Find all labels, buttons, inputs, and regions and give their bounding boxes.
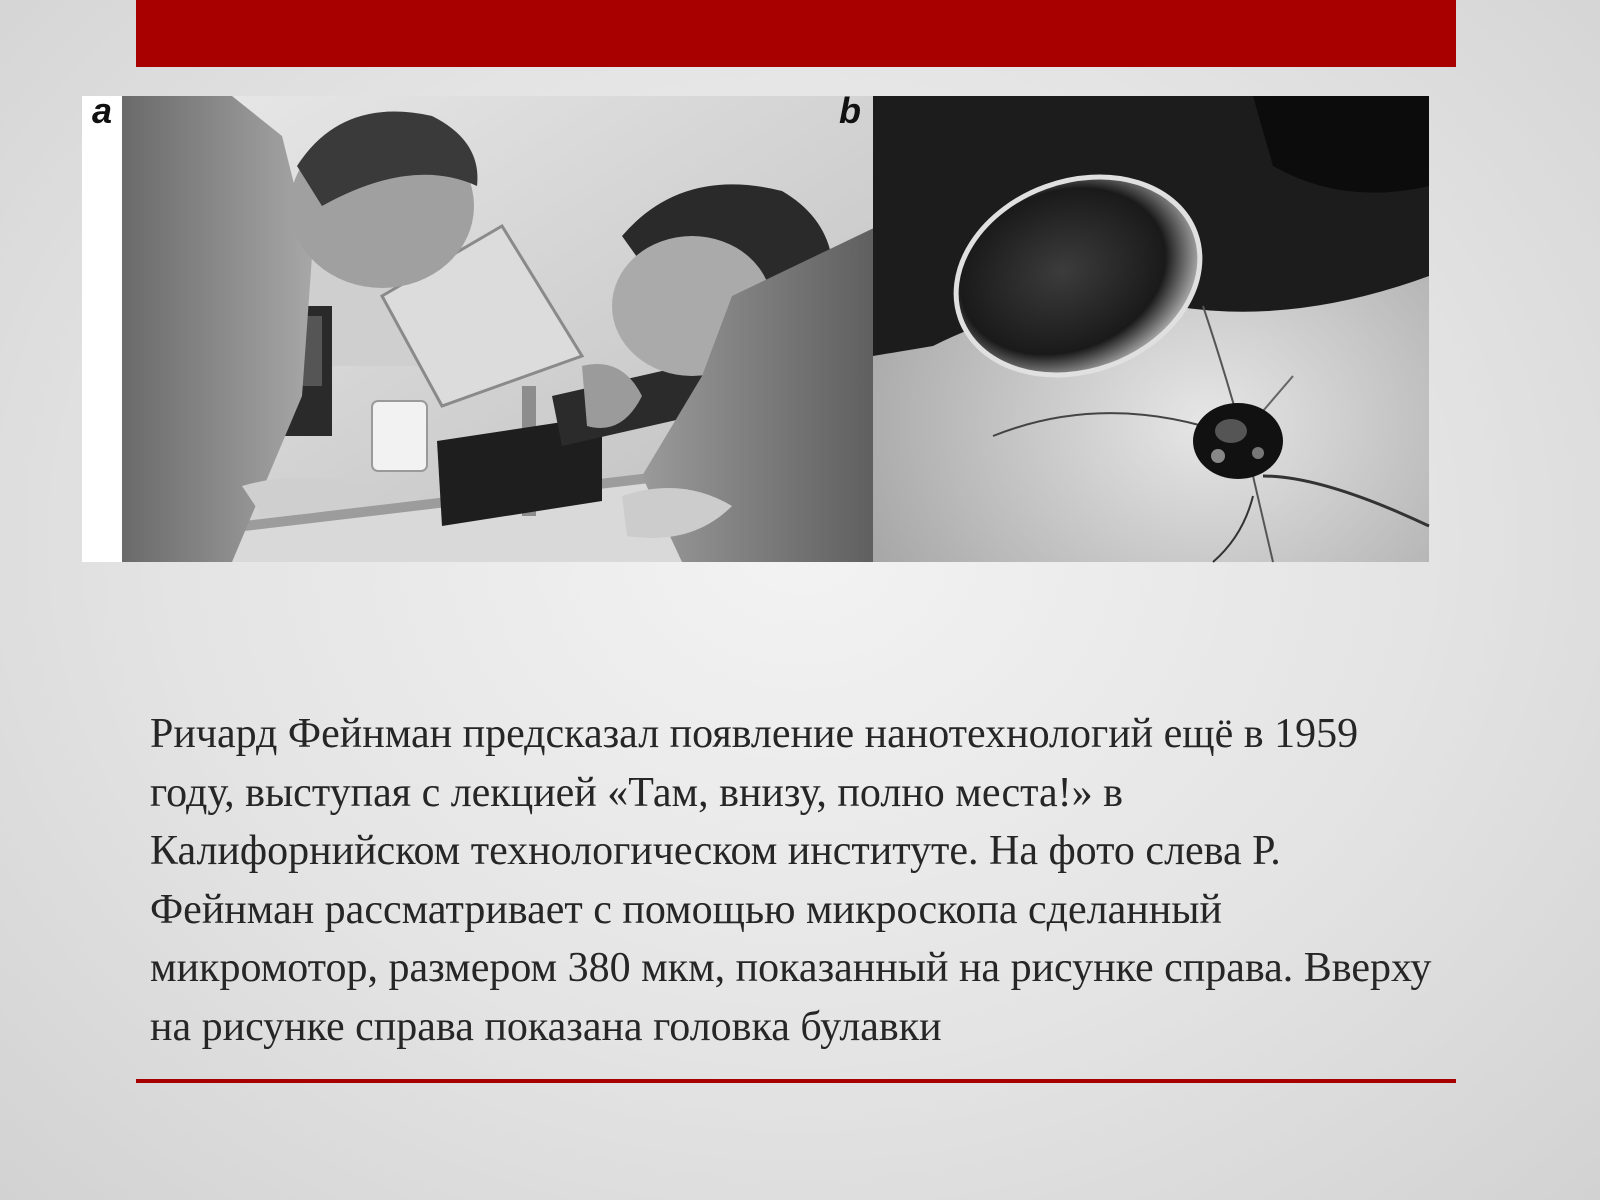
figure-label-a: a	[92, 90, 113, 131]
figure-label-b: b	[839, 90, 861, 131]
slide-caption: Ричард Фейнман предсказал появление нанотехнологий ещё в 1959 году, выступая с лекцией «Там, внизу, полно места!» в Калифорнийском технологическом институте. На фото слева Р. Фейнман рассматривает с помощью микроскопа сделанный микромотор, размером 380 мкм, показанный на рисунке справа. Вверху на рисунке справа показана головка булавки	[150, 711, 1432, 1050]
photo-micromotor	[839, 90, 1429, 562]
photo-feynman-microscope-image	[82, 96, 878, 562]
photo-micromotor-image	[873, 96, 1429, 562]
bottom-accent-line	[136, 1079, 1456, 1083]
title-accent-bar	[136, 0, 1456, 67]
photo-feynman-microscope	[82, 90, 878, 562]
